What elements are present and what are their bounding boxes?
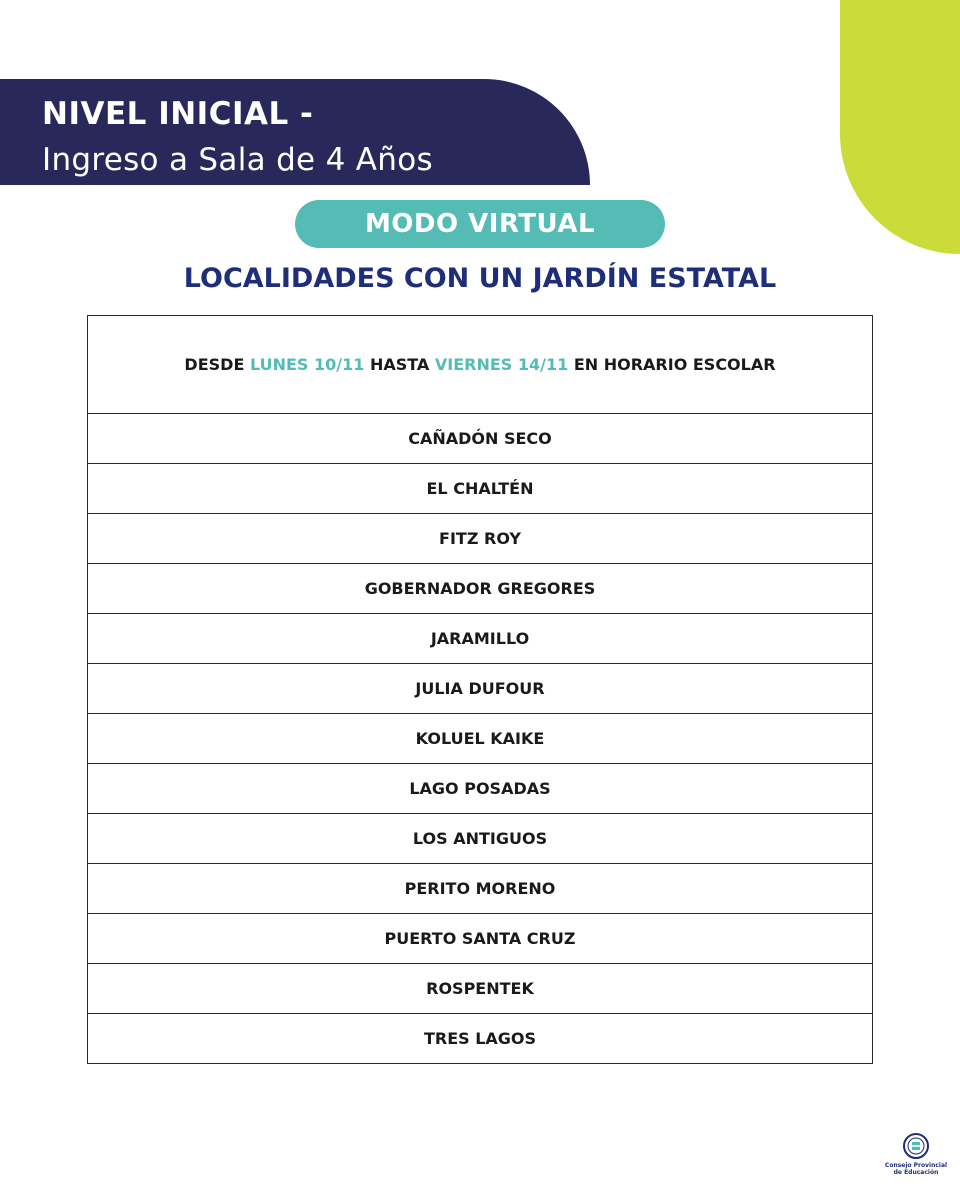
locality-cell: EL CHALTÉN bbox=[88, 464, 873, 514]
locality-cell: KOLUEL KAIKE bbox=[88, 714, 873, 764]
schedule-suffix: EN HORARIO ESCOLAR bbox=[573, 355, 776, 374]
table-row bbox=[88, 964, 873, 1014]
schedule-cell bbox=[88, 316, 873, 414]
table-row bbox=[88, 614, 873, 664]
table-row bbox=[88, 714, 873, 764]
localities-table bbox=[87, 315, 873, 1064]
table-row bbox=[88, 414, 873, 464]
decorative-green-shape bbox=[840, 0, 960, 254]
table-row bbox=[88, 864, 873, 914]
mode-badge: MODO VIRTUAL bbox=[295, 200, 665, 248]
logo-text-line2: de Educación bbox=[893, 1169, 939, 1176]
table-row bbox=[88, 814, 873, 864]
council-logo bbox=[884, 1132, 948, 1188]
section-title: LOCALIDADES CON UN JARDÍN ESTATAL bbox=[183, 263, 777, 294]
locality-cell: PERITO MORENO bbox=[88, 864, 873, 914]
schedule-start-date: LUNES 10/11 bbox=[249, 355, 365, 374]
locality-cell: CAÑADÓN SECO bbox=[88, 414, 873, 464]
table-row bbox=[88, 464, 873, 514]
table-row bbox=[88, 564, 873, 614]
logo-text-line1: Consejo Provincial bbox=[884, 1162, 948, 1169]
locality-cell: FITZ ROY bbox=[88, 514, 873, 564]
locality-cell: JARAMILLO bbox=[88, 614, 873, 664]
locality-cell: LAGO POSADAS bbox=[88, 764, 873, 814]
table-row bbox=[88, 914, 873, 964]
locality-cell: GOBERNADOR GREGORES bbox=[88, 564, 873, 614]
schedule-end-date: VIERNES 14/11 bbox=[434, 355, 569, 374]
table-row bbox=[88, 514, 873, 564]
locality-cell: PUERTO SANTA CRUZ bbox=[88, 914, 873, 964]
table-row bbox=[88, 1014, 873, 1064]
table-row bbox=[88, 664, 873, 714]
header-title: NIVEL INICIAL - bbox=[42, 96, 314, 132]
schedule-row bbox=[88, 316, 873, 414]
seal-icon bbox=[902, 1132, 930, 1162]
schedule-prefix: DESDE bbox=[184, 355, 245, 374]
schedule-middle: HASTA bbox=[369, 355, 430, 374]
table-row bbox=[88, 764, 873, 814]
locality-cell: ROSPENTEK bbox=[88, 964, 873, 1014]
locality-cell: JULIA DUFOUR bbox=[88, 664, 873, 714]
locality-cell: LOS ANTIGUOS bbox=[88, 814, 873, 864]
locality-cell: TRES LAGOS bbox=[88, 1014, 873, 1064]
header-subtitle: Ingreso a Sala de 4 Años bbox=[42, 142, 433, 178]
